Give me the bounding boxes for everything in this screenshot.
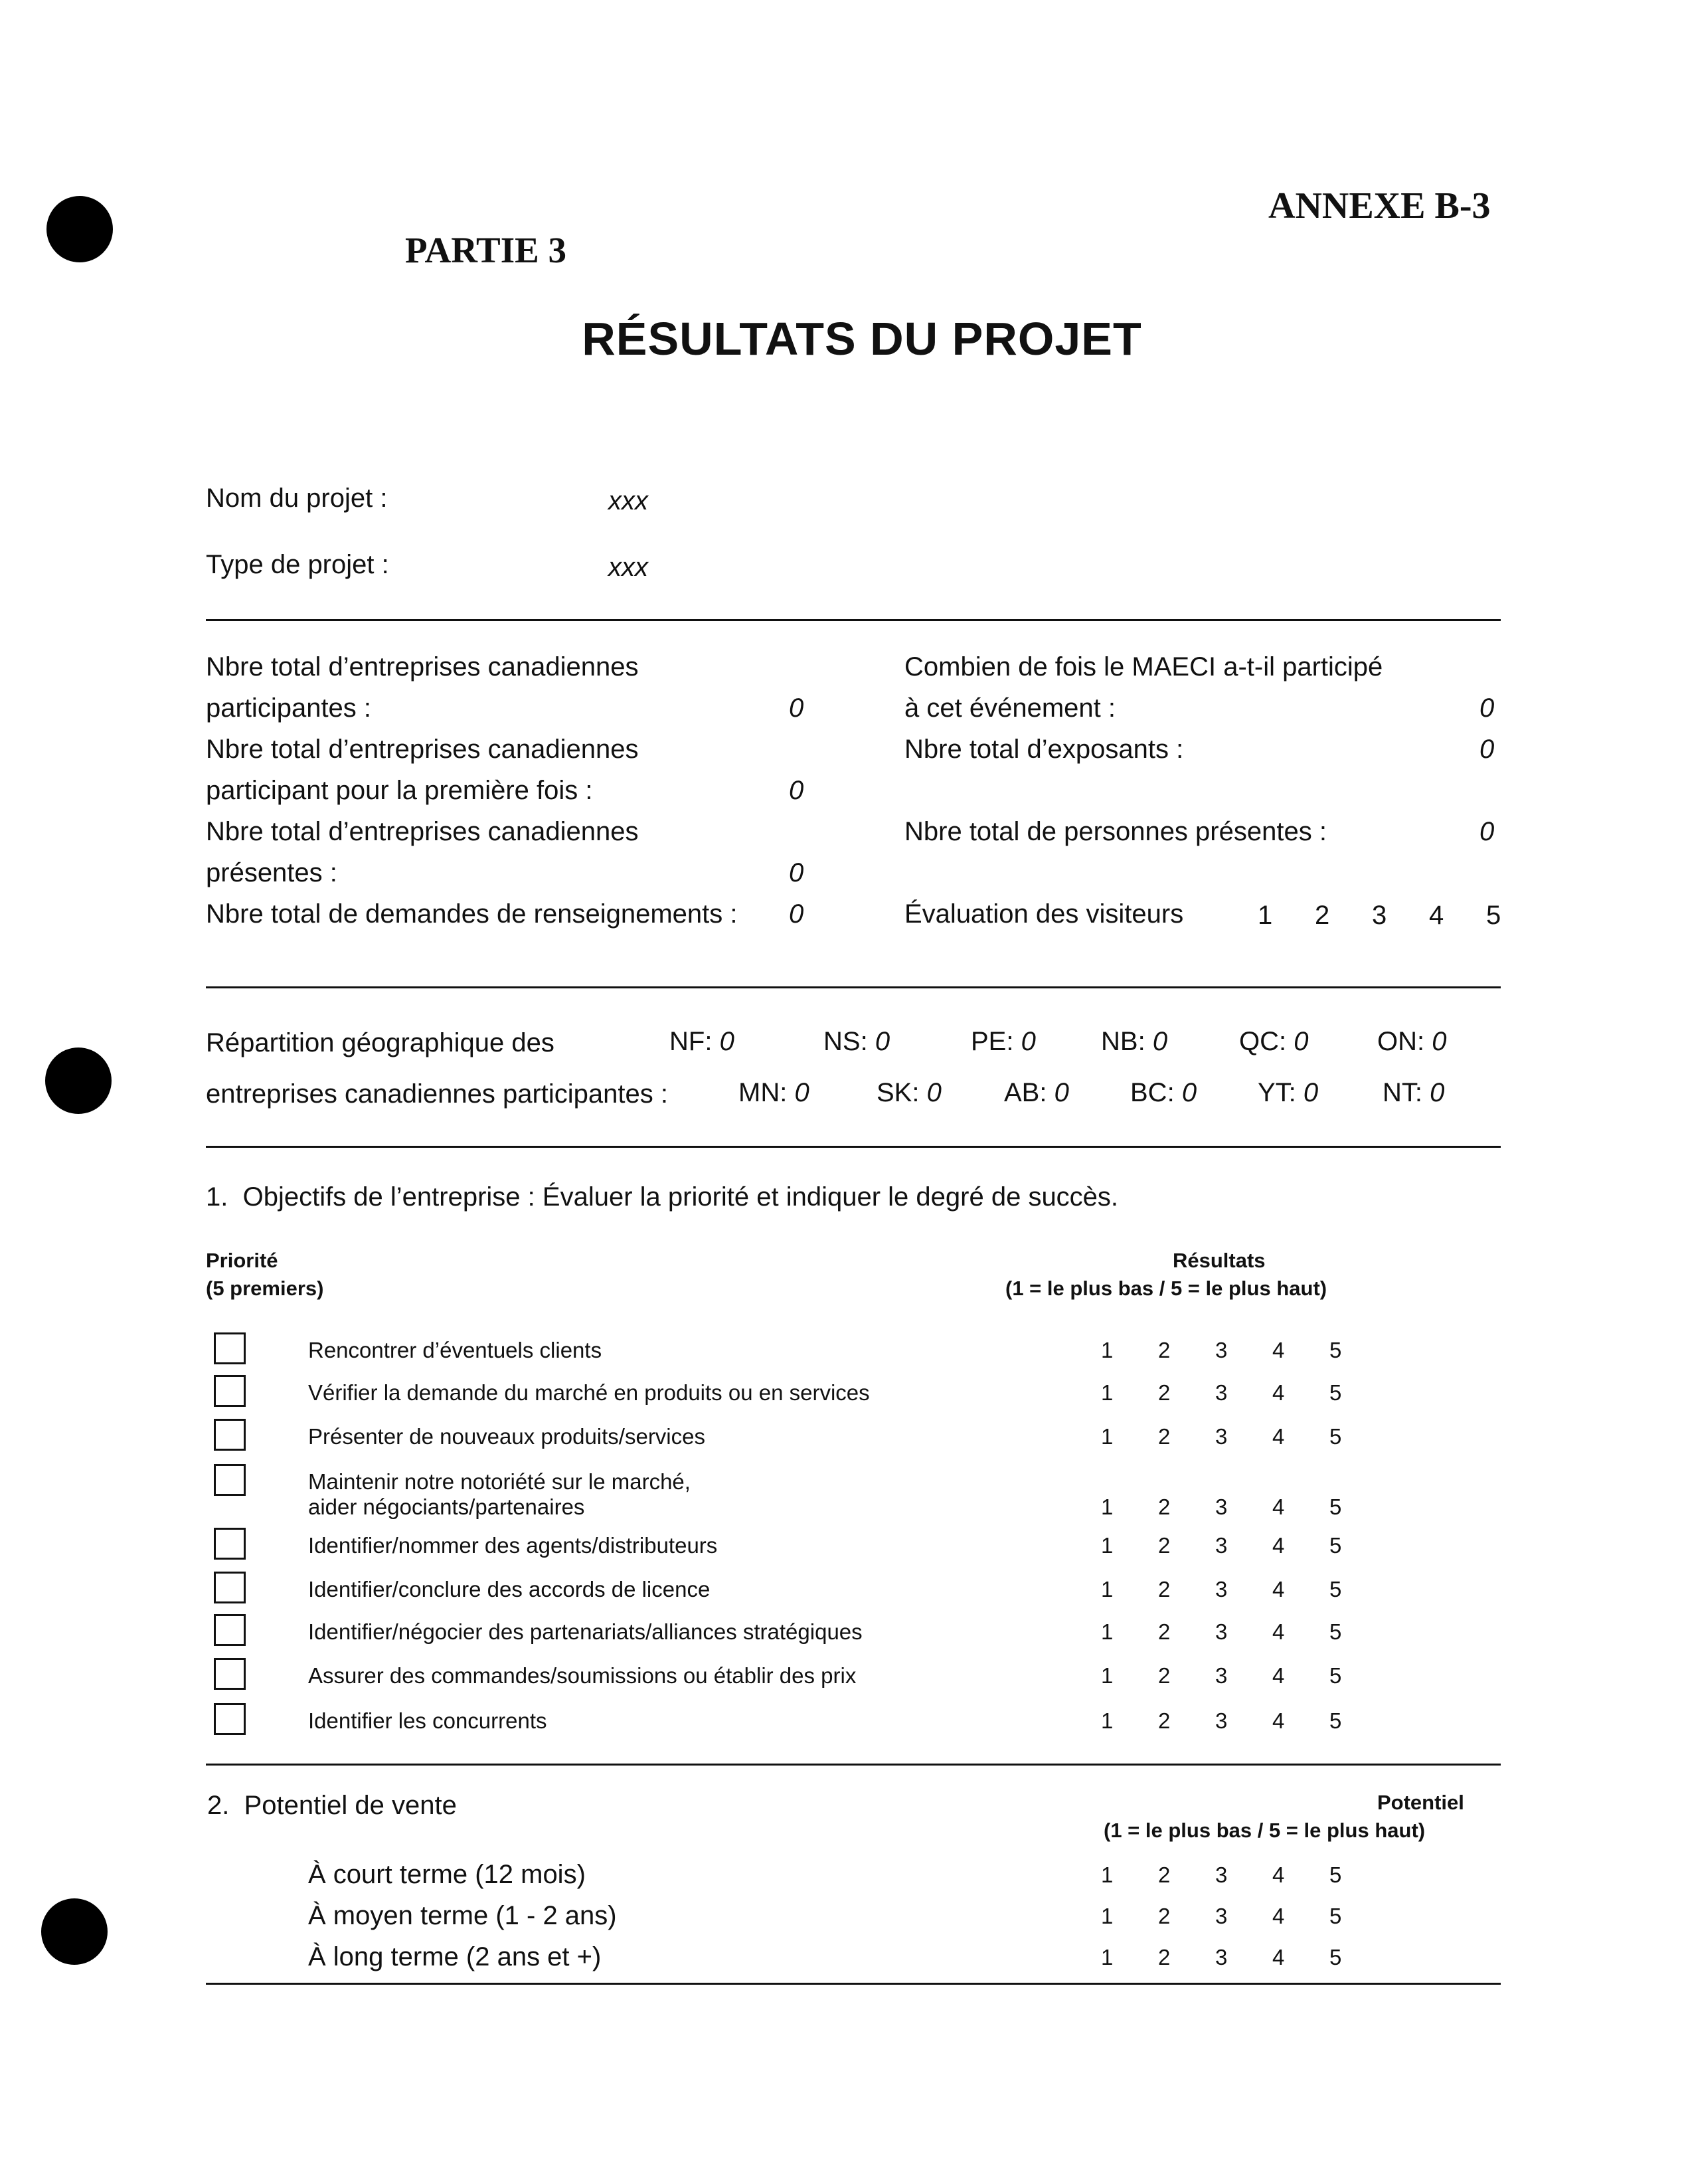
objective-label: Rencontrer d’éventuels clients (308, 1338, 602, 1362)
divider (206, 619, 1501, 621)
annexe-label: ANNEXE B-3 (1268, 185, 1491, 227)
scale-option[interactable]: 4 (1272, 1708, 1285, 1733)
stat-right-2-value: 0 (1479, 735, 1495, 764)
scale-option[interactable]: 5 (1329, 1338, 1342, 1362)
priority-label: Priorité (206, 1249, 278, 1272)
stat-left-4-line1: Nbre total de demandes de renseignements : (206, 899, 738, 929)
stat-right-1-line2: à cet événement : (904, 693, 1116, 723)
scale-option[interactable]: 4 (1272, 1533, 1285, 1558)
objective-label: Présenter de nouveaux produits/services (308, 1424, 705, 1449)
priority-checkbox[interactable] (214, 1658, 246, 1690)
scale-option[interactable]: 1 (1101, 1577, 1114, 1601)
potential-scale (1101, 1904, 1387, 1929)
potential-sub: (1 = le plus bas / 5 = le plus haut) (1104, 1819, 1426, 1842)
sales-term-label: À court terme (12 mois) (308, 1860, 586, 1889)
visitor-evaluation-scale (1258, 901, 1543, 931)
scale-option[interactable]: 4 (1272, 1619, 1285, 1644)
scale-option[interactable]: 2 (1158, 1338, 1171, 1362)
scale-option[interactable]: 2 (1158, 1904, 1171, 1928)
scale-option[interactable]: 1 (1101, 1708, 1114, 1733)
scale-option[interactable]: 2 (1158, 1619, 1171, 1644)
scale-option[interactable]: 1 (1101, 1663, 1114, 1688)
scale-option[interactable]: 2 (1158, 1495, 1171, 1519)
scale-option[interactable]: 2 (1158, 1577, 1171, 1601)
divider (206, 1764, 1501, 1766)
stat-left-1-line2: participantes : (206, 693, 372, 723)
scale-option[interactable]: 2 (1158, 1863, 1171, 1887)
geo-sk: SK: 0 (877, 1078, 942, 1107)
scale-option[interactable]: 5 (1329, 1663, 1342, 1688)
potential-scale (1101, 1945, 1387, 1970)
scale-option[interactable]: 1 (1101, 1380, 1114, 1405)
results-label: Résultats (1173, 1249, 1266, 1272)
scale-option[interactable]: 3 (1215, 1904, 1228, 1928)
stat-right-3-value: 0 (1479, 817, 1495, 846)
scale-option[interactable]: 4 (1272, 1663, 1285, 1688)
scale-option[interactable]: 3 (1215, 1863, 1228, 1887)
priority-checkbox[interactable] (214, 1419, 246, 1451)
stat-left-1-value: 0 (789, 693, 804, 723)
scale-option[interactable]: 1 (1101, 1863, 1114, 1887)
geo-mn: MN: 0 (738, 1078, 809, 1107)
scale-option[interactable]: 1 (1101, 1619, 1114, 1644)
scale-option[interactable]: 5 (1329, 1863, 1342, 1887)
objective-label: Maintenir notre notoriété sur le marché, (308, 1469, 691, 1494)
scale-option[interactable]: 3 (1215, 1619, 1228, 1644)
objective-label: Assurer des commandes/soumissions ou établir des prix (308, 1663, 857, 1688)
stat-left-4-value: 0 (789, 899, 804, 929)
result-scale (1101, 1380, 1387, 1406)
section2-heading: 2. Potentiel de vente (207, 1791, 457, 1820)
visitor-evaluation-label: Évaluation des visiteurs (904, 899, 1184, 929)
scale-option[interactable]: 5 (1329, 1619, 1342, 1644)
priority-checkbox[interactable] (214, 1528, 246, 1560)
scale-option[interactable]: 5 (1329, 1708, 1342, 1733)
scale-option[interactable]: 4 (1272, 1424, 1285, 1449)
project-type-label: Type de projet : (206, 550, 389, 579)
scale-option[interactable]: 3 (1215, 1533, 1228, 1558)
section1-heading: 1. Objectifs de l’entreprise : Évaluer la priorité et indiquer le degré de succès. (206, 1182, 1119, 1212)
scale-option[interactable]: 3 (1215, 1424, 1228, 1449)
geo-ns: NS: 0 (823, 1027, 890, 1056)
scale-option[interactable]: 5 (1329, 1495, 1342, 1519)
scale-option[interactable]: 5 (1486, 901, 1501, 930)
result-scale (1101, 1424, 1387, 1449)
scale-option[interactable]: 5 (1329, 1577, 1342, 1601)
scale-option[interactable]: 1 (1101, 1424, 1114, 1449)
scale-option[interactable]: 2 (1158, 1708, 1171, 1733)
stat-left-2-line1: Nbre total d’entreprises canadiennes (206, 735, 639, 764)
geo-bc: BC: 0 (1130, 1078, 1197, 1107)
result-scale (1101, 1338, 1387, 1363)
scale-option[interactable]: 1 (1258, 901, 1273, 930)
scale-option[interactable]: 4 (1272, 1380, 1285, 1405)
scale-option[interactable]: 3 (1215, 1577, 1228, 1601)
partie-label: PARTIE 3 (405, 230, 567, 270)
scale-option[interactable]: 2 (1158, 1945, 1171, 1969)
geo-nt: NT: 0 (1383, 1078, 1445, 1107)
scale-option[interactable]: 3 (1215, 1495, 1228, 1519)
results-sub: (1 = le plus bas / 5 = le plus haut) (1005, 1277, 1327, 1300)
divider (206, 986, 1501, 988)
stat-right-3-line1: Nbre total de personnes présentes : (904, 817, 1327, 846)
geo-label-line1: Répartition géographique des (206, 1028, 554, 1057)
stat-left-3-line1: Nbre total d’entreprises canadiennes (206, 817, 639, 846)
scale-option[interactable]: 4 (1272, 1863, 1285, 1887)
objective-label: Vérifier la demande du marché en produits ou en services (308, 1380, 870, 1405)
scale-option[interactable]: 4 (1272, 1945, 1285, 1969)
stat-right-2-line1: Nbre total d’exposants : (904, 735, 1184, 764)
project-type-value: xxx (608, 553, 648, 582)
scale-option[interactable]: 3 (1215, 1380, 1228, 1405)
geo-label-line2: entreprises canadiennes participantes : (206, 1079, 668, 1109)
scale-option[interactable]: 3 (1372, 901, 1387, 930)
scale-option[interactable]: 4 (1429, 901, 1444, 930)
priority-checkbox[interactable] (214, 1703, 246, 1735)
priority-checkbox[interactable] (214, 1375, 246, 1407)
scale-option[interactable]: 3 (1215, 1945, 1228, 1969)
result-scale (1101, 1663, 1387, 1688)
scale-option[interactable]: 2 (1315, 901, 1330, 930)
result-scale (1101, 1708, 1387, 1734)
scale-option[interactable]: 3 (1215, 1663, 1228, 1688)
scale-option[interactable]: 4 (1272, 1577, 1285, 1601)
objective-label: Identifier/négocier des partenariats/alliances stratégiques (308, 1619, 863, 1644)
divider (206, 1146, 1501, 1148)
potential-scale (1101, 1863, 1387, 1888)
result-scale (1101, 1619, 1387, 1645)
geo-ab: AB: 0 (1004, 1078, 1069, 1107)
scale-option[interactable]: 3 (1215, 1708, 1228, 1733)
project-name-value: xxx (608, 486, 648, 515)
scale-option[interactable]: 5 (1329, 1945, 1342, 1969)
scale-option[interactable]: 2 (1158, 1533, 1171, 1558)
scale-option[interactable]: 2 (1158, 1424, 1171, 1449)
stat-right-1-line1: Combien de fois le MAECI a-t-il participé (904, 652, 1383, 682)
result-scale (1101, 1533, 1387, 1558)
result-scale (1101, 1577, 1387, 1602)
sales-term-label: À long terme (2 ans et +) (308, 1942, 602, 1971)
scale-option[interactable]: 1 (1101, 1904, 1114, 1928)
scale-option[interactable]: 4 (1272, 1495, 1285, 1519)
scale-option[interactable]: 3 (1215, 1338, 1228, 1362)
priority-checkbox[interactable] (214, 1572, 246, 1603)
punch-hole-top (46, 196, 113, 262)
punch-hole-middle (45, 1047, 112, 1114)
result-scale (1101, 1495, 1387, 1520)
geo-nf: NF: 0 (669, 1027, 734, 1056)
scale-option[interactable]: 5 (1329, 1424, 1342, 1449)
stat-left-3-line2: présentes : (206, 858, 337, 887)
objective-label: Identifier/conclure des accords de licence (308, 1577, 711, 1601)
geo-on: ON: 0 (1377, 1027, 1447, 1056)
stat-left-3-value: 0 (789, 858, 804, 887)
objective-label-line2: aider négociants/partenaires (308, 1495, 585, 1519)
objective-label: Identifier/nommer des agents/distributeurs (308, 1533, 718, 1558)
potential-label: Potentiel (1377, 1791, 1464, 1814)
scale-option[interactable]: 4 (1272, 1904, 1285, 1928)
divider (206, 1983, 1501, 1985)
geo-pe: PE: 0 (971, 1027, 1036, 1056)
objective-label: Identifier les concurrents (308, 1708, 547, 1733)
scale-option[interactable]: 5 (1329, 1380, 1342, 1405)
priority-sub: (5 premiers) (206, 1277, 324, 1300)
scale-option[interactable]: 1 (1101, 1533, 1114, 1558)
scale-option[interactable]: 4 (1272, 1338, 1285, 1362)
scale-option[interactable]: 2 (1158, 1380, 1171, 1405)
stat-left-2-line2: participant pour la première fois : (206, 776, 593, 805)
priority-checkbox[interactable] (214, 1464, 246, 1496)
stat-left-2-value: 0 (789, 776, 804, 805)
scale-option[interactable]: 1 (1101, 1945, 1114, 1969)
project-name-label: Nom du projet : (206, 484, 388, 513)
punch-hole-bottom (41, 1898, 108, 1965)
scale-option[interactable]: 1 (1101, 1495, 1114, 1519)
geo-nb: NB: 0 (1101, 1027, 1168, 1056)
priority-checkbox[interactable] (214, 1614, 246, 1646)
scale-option[interactable]: 5 (1329, 1904, 1342, 1928)
geo-qc: QC: 0 (1239, 1027, 1309, 1056)
stat-left-1-line1: Nbre total d’entreprises canadiennes (206, 652, 639, 682)
stat-right-1-value: 0 (1479, 693, 1495, 723)
priority-checkbox[interactable] (214, 1332, 246, 1364)
page-title: RÉSULTATS DU PROJET (582, 313, 1142, 365)
sales-term-label: À moyen terme (1 - 2 ans) (308, 1901, 617, 1930)
scale-option[interactable]: 1 (1101, 1338, 1114, 1362)
scale-option[interactable]: 2 (1158, 1663, 1171, 1688)
scale-option[interactable]: 5 (1329, 1533, 1342, 1558)
geo-yt: YT: 0 (1258, 1078, 1319, 1107)
